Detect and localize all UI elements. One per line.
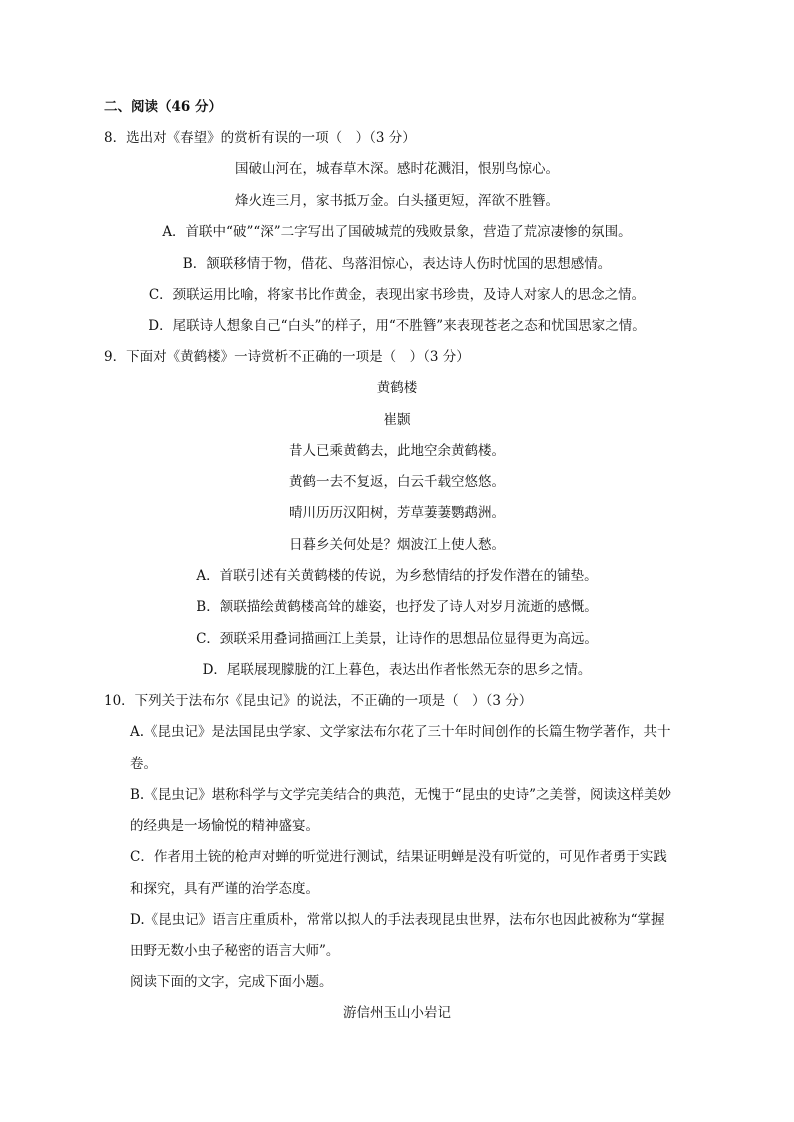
option-line: 卷。	[130, 756, 157, 772]
poem-line: 晴川历历汉阳树，芳草萋萋鹦鹉洲。	[289, 505, 505, 521]
option-line: C．作者用土铳的枪声对蝉的听觉进行测试，结果证明蝉是没有听觉的，可见作者勇于实践	[130, 849, 667, 865]
option-a: A．首联引述有关黄鹤楼的传说，为乡愁情结的抒发作潜在的铺垫。	[196, 568, 598, 584]
poem-line: 烽火连三月，家书抵万金。白头搔更短，浑欲不胜簪。	[235, 193, 559, 209]
poem-line: 昔人已乘黄鹤去，此地空余黄鹤楼。	[289, 443, 505, 459]
poem-line: 黄鹤一去不复返，白云千载空悠悠。	[289, 474, 505, 490]
question-8: 8．选出对《春望》的赏析有误的一项（ ）（3 分）	[104, 130, 416, 146]
section-title: 二、阅读（46 分）	[104, 99, 222, 115]
question-10: 10．下列关于法布尔《昆虫记》的说法，不正确的一项是（ ）（3 分）	[104, 693, 533, 709]
passage-title: 游信州玉山小岩记	[343, 1005, 451, 1021]
option-line: A.《昆虫记》是法国昆虫学家、文学家法布尔花了三十年时间创作的长篇生物学著作，共十	[130, 724, 671, 740]
option-d: D．尾联诗人想象自己“白头”的样子，用“不胜簪”来表现苍老之态和忧国思家之情。	[148, 318, 646, 334]
option-a: A．首联中“破”“深”二字写出了国破城荒的残败景象，营造了荒凉凄惨的氛围。	[162, 224, 632, 240]
poem-author: 崔颢	[383, 412, 411, 428]
option-line: 的经典是一场愉悦的精神盛宴。	[130, 818, 319, 834]
poem-title: 黄鹤楼	[376, 380, 418, 396]
option-line: B.《昆虫记》堪称科学与文学完美结合的典范，无愧于“昆虫的史诗”之美誉，阅读这样美妙	[130, 787, 672, 803]
option-b: B．颔联描绘黄鹤楼高耸的雄姿，也抒发了诗人对岁月流逝的感慨。	[196, 599, 598, 615]
option-c: C．颈联采用叠词描画江上美景，让诗作的思想品位显得更为高远。	[196, 631, 598, 647]
option-c: C．颈联运用比喻，将家书比作黄金，表现出家书珍贵，及诗人对家人的思念之情。	[148, 287, 646, 303]
reading-instruction: 阅读下面的文字，完成下面小题。	[130, 974, 333, 990]
poem-line: 国破山河在，城春草木深。感时花溅泪，恨别鸟惊心。	[235, 161, 559, 177]
poem-line: 日暮乡关何处是？烟波江上使人愁。	[289, 537, 505, 553]
option-b: B．颔联移情于物，借花、鸟落泪惊心，表达诗人伤时忧国的思想感情。	[182, 256, 612, 272]
question-9: 9．下面对《黄鹤楼》一诗赏析不正确的一项是（ ）（3 分）	[104, 349, 470, 365]
option-line: 和探究，具有严谨的治学态度。	[130, 881, 319, 897]
option-d: D．尾联展现朦胧的江上暮色，表达出作者怅然无奈的思乡之情。	[202, 662, 592, 678]
option-line: 田野无数小虫子秘密的语言大师”。	[130, 943, 340, 959]
option-line: D.《昆虫记》语言庄重质朴，常常以拟人的手法表现昆虫世界，法布尔也因此被称为“掌握	[130, 912, 665, 928]
